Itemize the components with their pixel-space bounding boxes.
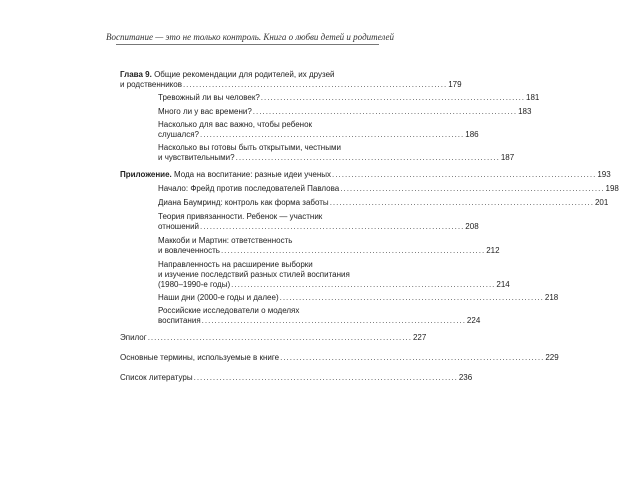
entry-title: Эпилог (120, 333, 147, 342)
entry-title: Основные термины, используемые в книге (120, 353, 280, 362)
entry-title: Много ли у вас времени? (158, 107, 252, 116)
entry-title: (1980–1990-е годы) (158, 280, 231, 289)
page-number: 236 (458, 373, 473, 382)
page-number: 193 (597, 170, 611, 179)
page-header (0, 0, 500, 44)
entry-title: отношений (158, 222, 200, 231)
page-number: 179 (448, 80, 462, 89)
leader-dots: .................................................................................. (329, 198, 594, 207)
toc-entry-appendix[interactable] (120, 170, 611, 180)
header-rule (116, 44, 379, 45)
toc-entry-time[interactable] (158, 107, 532, 117)
page-number: 187 (500, 153, 515, 162)
leader-dots: .................................................................................. (220, 246, 486, 255)
entry-title: Направленность на расширение выборки (158, 260, 313, 269)
toc-entry-attachment[interactable] (158, 212, 479, 232)
leader-dots: .................................................................................. (280, 353, 545, 362)
toc-entry-anxious[interactable] (158, 93, 540, 103)
leader-dots: .................................................................................. (193, 373, 458, 382)
page-number: 181 (526, 93, 540, 102)
leader-dots: .................................................................................. (231, 280, 496, 289)
leader-dots: .................................................................................. (182, 80, 448, 89)
toc-entry-baumrind[interactable] (158, 198, 609, 208)
toc-entry-chapter-9[interactable] (120, 70, 462, 90)
entry-title: Насколько для вас важно, чтобы ребенок (158, 120, 313, 129)
entry-title: Мода на воспитание: разные идеи ученых (173, 170, 332, 179)
page-number: 212 (486, 246, 500, 255)
entry-title: Наши дни (2000-е годы и далее) (158, 293, 279, 302)
entry-title: и родственников (120, 80, 182, 89)
entry-title: и чувствительными? (158, 153, 235, 162)
appendix-label: Приложение. (120, 170, 172, 179)
entry-title: воспитания (158, 316, 201, 325)
page-number: 198 (605, 184, 619, 193)
page-number: 208 (465, 222, 479, 231)
entry-title: Тревожный ли вы человек? (158, 93, 260, 102)
leader-dots: .................................................................................. (235, 153, 500, 162)
entry-title: Диана Баумринд: контроль как форма заботы (158, 198, 329, 207)
page-number: 218 (544, 293, 559, 302)
toc-entry-maccoby[interactable] (158, 236, 500, 256)
page-number: 183 (518, 107, 532, 116)
page-number: 214 (496, 280, 510, 289)
entry-title: Список литературы (120, 373, 193, 382)
toc-entry-today[interactable] (158, 293, 559, 303)
page-number: 186 (465, 130, 479, 139)
toc-entry-terms[interactable] (120, 353, 559, 363)
leader-dots: .................................................................................. (200, 222, 465, 231)
toc-entry-references[interactable] (120, 373, 473, 383)
entry-title: Маккоби и Мартин: ответственность (158, 236, 293, 245)
entry-title: Начало: Фрейд против последователей Павлова (158, 184, 340, 193)
leader-dots: .................................................................................. (252, 107, 518, 116)
leader-dots: .................................................................................. (332, 170, 597, 179)
leader-dots: .................................................................................. (201, 316, 466, 325)
entry-title: и вовлеченность (158, 246, 220, 255)
leader-dots: .................................................................................. (199, 130, 465, 139)
leader-dots: .................................................................................. (147, 333, 412, 342)
page-number: 224 (466, 316, 481, 325)
toc-entry-sample[interactable] (158, 260, 510, 290)
leader-dots: .................................................................................. (340, 184, 605, 193)
page-number: 227 (412, 333, 427, 342)
page-number: 229 (545, 353, 559, 362)
entry-title: и изучение последствий разных стилей воспитания (158, 270, 350, 279)
toc-entry-open[interactable] (158, 143, 515, 163)
entry-title: Общие рекомендации для родителей, их друзей (154, 70, 335, 79)
toc-entry-freud[interactable] (158, 184, 619, 194)
leader-dots: .................................................................................. (279, 293, 544, 302)
entry-title: Насколько вы готовы быть открытыми, честными (158, 143, 341, 152)
toc-entry-epilogue[interactable] (120, 333, 427, 343)
entry-title: Теория привязанности. Ребенок — участник (158, 212, 323, 221)
entry-title: Российские исследователи о моделях (158, 306, 300, 315)
toc-entry-russian[interactable] (158, 306, 481, 326)
toc-entry-obey[interactable] (158, 120, 479, 140)
page-number: 201 (594, 198, 609, 207)
chapter-label: Глава 9. (120, 70, 152, 79)
running-title: Воспитание — это не только контроль. Книга о любви детей и родителей (105, 32, 395, 42)
entry-title: слушался? (158, 130, 199, 139)
leader-dots: .................................................................................. (260, 93, 526, 102)
